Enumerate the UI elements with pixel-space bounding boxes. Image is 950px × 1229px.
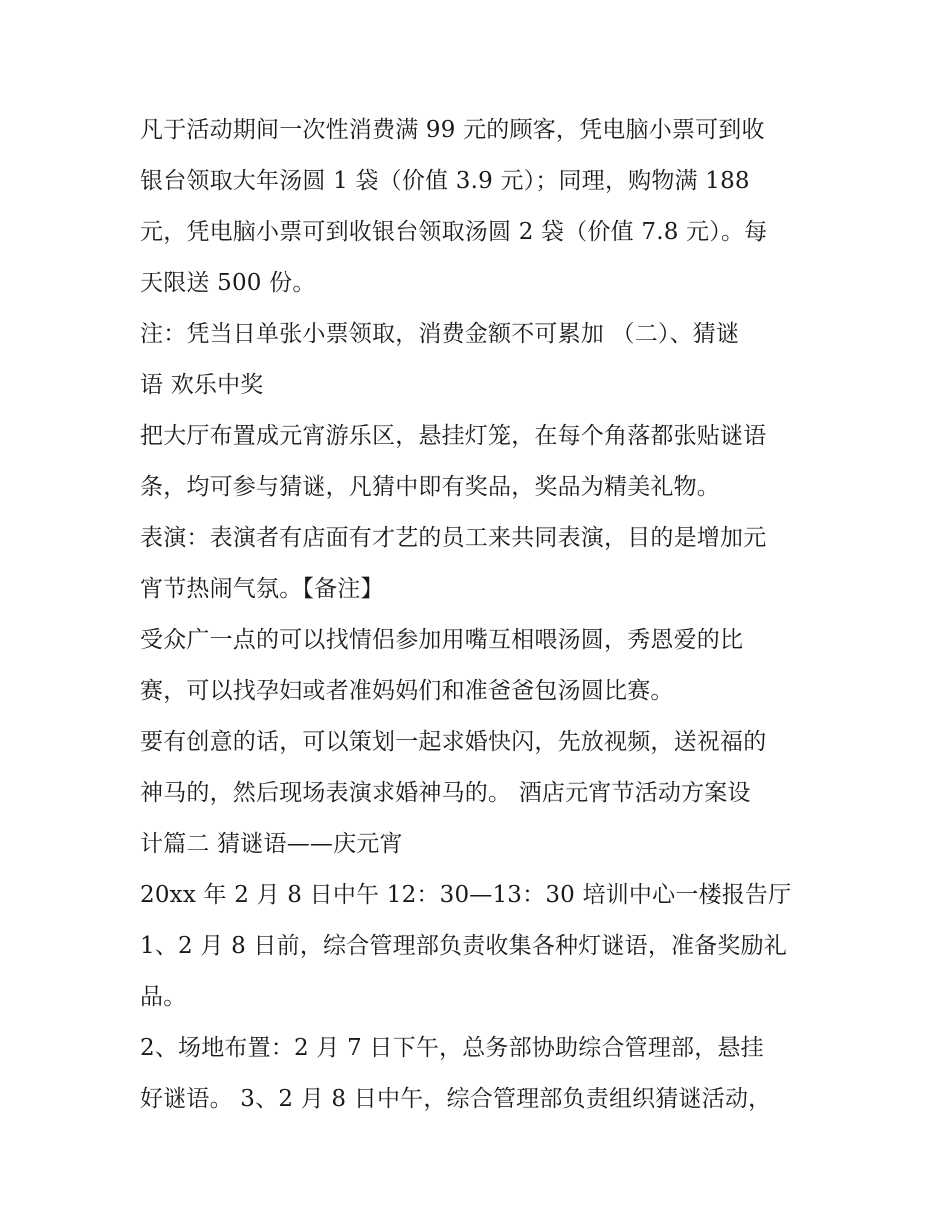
text-line: 2、场地布置：2 月 7 日下午，总务部协助综合管理部，悬挂 (140, 1035, 764, 1061)
text-line: 表演：表演者有店面有才艺的员工来共同表演，目的是增加元 (140, 525, 767, 551)
text-line: 受众广一点的可以找情侣参加用嘴互相喂汤圆，秀恩爱的比 (140, 627, 744, 653)
text-line: 品。 (140, 984, 187, 1010)
text-line: 注：凭当日单张小票领取，消费金额不可累加 （二）、猜谜 (140, 321, 740, 347)
text-line: 元，凭电脑小票可到收银台领取汤圆 2 袋（价值 7.8 元）。每 (140, 219, 768, 245)
text-line: 天限送 500 份。 (140, 270, 316, 296)
document-body (140, 110, 820, 1130)
text-line: 计篇二 猜谜语——庆元宵 (140, 831, 403, 857)
text-line: 1、2 月 8 日前，综合管理部负责收集各种灯谜语，准备奖励礼 (140, 933, 788, 959)
text-line: 好谜语。 3、2 月 8 日中午，综合管理部负责组织猜谜活动， (140, 1086, 772, 1112)
text-line: 凡于活动期间一次性消费满 99 元的顾客，凭电脑小票可到收 (140, 117, 765, 143)
text-line: 神马的，然后现场表演求婚神马的。 酒店元宵节活动方案设 (140, 780, 751, 806)
text-line: 宵节热闹气氛。【备注】 (140, 576, 384, 602)
text-line: 把大厅布置成元宵游乐区，悬挂灯笼，在每个角落都张贴谜语 (140, 423, 767, 449)
text-line: 赛，可以找孕妇或者准妈妈们和准爸爸包汤圆比赛。 (140, 678, 674, 704)
text-line: 条，均可参与猜谜，凡猜中即有奖品，奖品为精美礼物。 (140, 474, 720, 500)
text-line: 要有创意的话，可以策划一起求婚快闪，先放视频，送祝福的 (140, 729, 767, 755)
text-line: 银台领取大年汤圆 1 袋（价值 3.9 元）；同理，购物满 188 (140, 168, 750, 194)
text-line: 语 欢乐中奖 (140, 372, 264, 398)
text-line: 20xx 年 2 月 8 日中午 12：30—13：30 培训中心一楼报告厅 (140, 882, 792, 908)
